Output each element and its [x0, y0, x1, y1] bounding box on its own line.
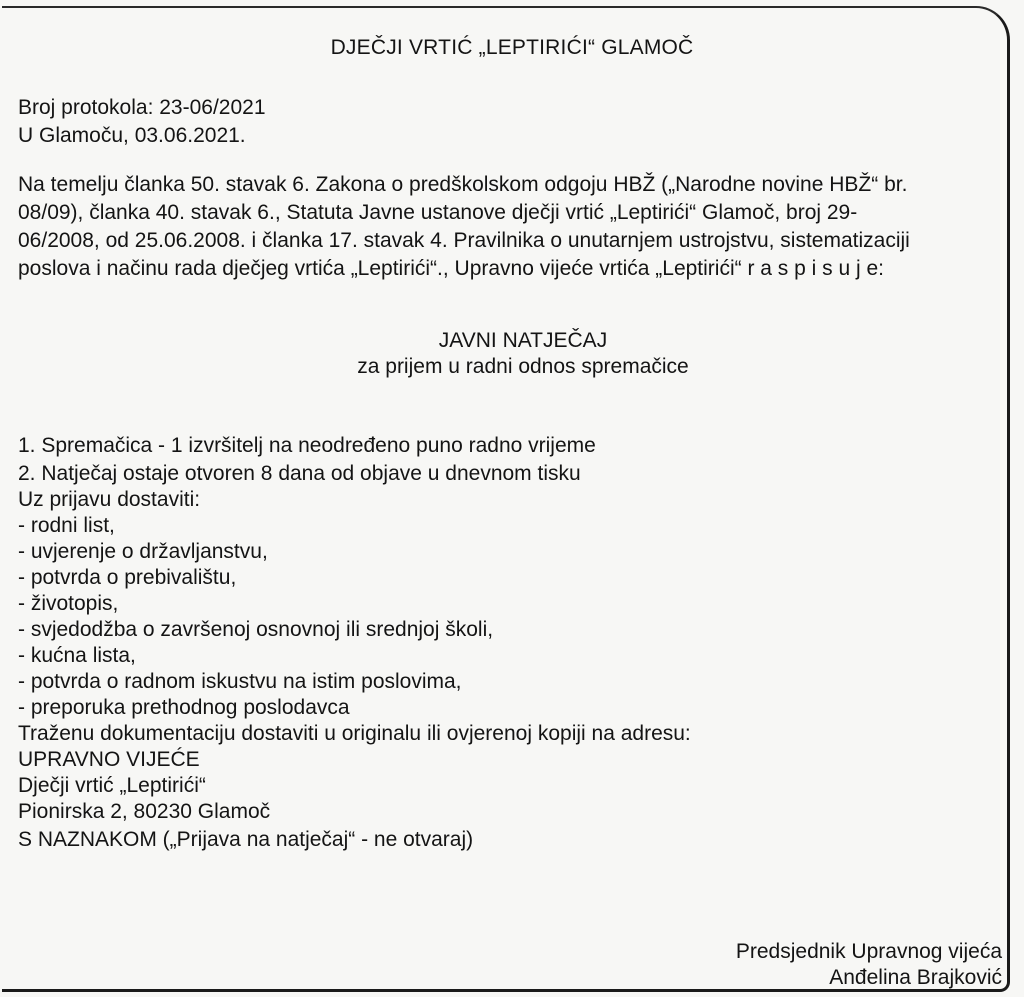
- place-date: U Glamoču, 03.06.2021.: [18, 124, 246, 147]
- preamble-line: poslova i načinu rada dječjeg vrtića „Leptirići“., Upravno vijeće vrtića „Leptirići“ r a s p i s u j e:: [18, 257, 885, 280]
- address-line: Dječji vrtić „Leptirići“: [18, 774, 206, 797]
- competition-subheading: za prijem u radni odnos spremačice: [357, 355, 689, 378]
- list-item: - rodni list,: [18, 514, 115, 537]
- preamble-line: Na temelju članka 50. stavak 6. Zakona o predškolskom odgoju HBŽ („Narodne novine HBŽ“ br.: [18, 173, 908, 196]
- protocol-number: Broj protokola: 23-06/2021: [18, 96, 266, 119]
- signature-role: Predsjednik Upravnog vijeća: [735, 940, 1002, 963]
- list-item: - životopis,: [18, 592, 119, 615]
- address-line: UPRAVNO VIJEĆE: [18, 748, 200, 771]
- body-line: 1. Spremačica - 1 izvršitelj na neodređeno puno radno vrijeme: [18, 434, 596, 457]
- list-item: - preporuka prethodnog poslodavca: [18, 696, 350, 719]
- signature-name: Anđelina Brajković: [829, 966, 1002, 989]
- body-line: Traženu dokumentaciju dostaviti u originalu ili ovjerenoj kopiji na adresu:: [18, 722, 691, 745]
- preamble-line: 08/09), članka 40. stavak 6., Statuta Javne ustanove dječji vrtić „Leptirići“ Glamoč, broj 29-: [18, 201, 858, 224]
- body-line: 2. Natječaj ostaje otvoren 8 dana od objave u dnevnom tisku: [18, 462, 581, 485]
- address-line: Pionirska 2, 80230 Glamoč: [18, 800, 271, 823]
- competition-heading: JAVNI NATJEČAJ: [438, 329, 608, 352]
- list-item: - kućna lista,: [18, 644, 136, 667]
- list-item: - potvrda o prebivalištu,: [18, 566, 237, 589]
- list-item: - potvrda o radnom iskustvu na istim poslovima,: [18, 670, 462, 693]
- preamble-line: 06/2008, od 25.06.2008. i članka 17. stavak 4. Pravilnika o unutarnjem ustrojstvu, sistematizaciji: [18, 229, 910, 252]
- list-item: - svjedodžba o završenoj osnovnoj ili srednjoj školi,: [18, 618, 494, 641]
- address-note: S NAZNAKOM („Prijava na natječaj“ - ne otvaraj): [18, 828, 474, 851]
- body-line: Uz prijavu dostaviti:: [18, 488, 201, 511]
- document-title: DJEČJI VRTIĆ „LEPTIRIĆI“ GLAMOČ: [330, 36, 694, 59]
- list-item: - uvjerenje o državljanstvu,: [18, 540, 268, 563]
